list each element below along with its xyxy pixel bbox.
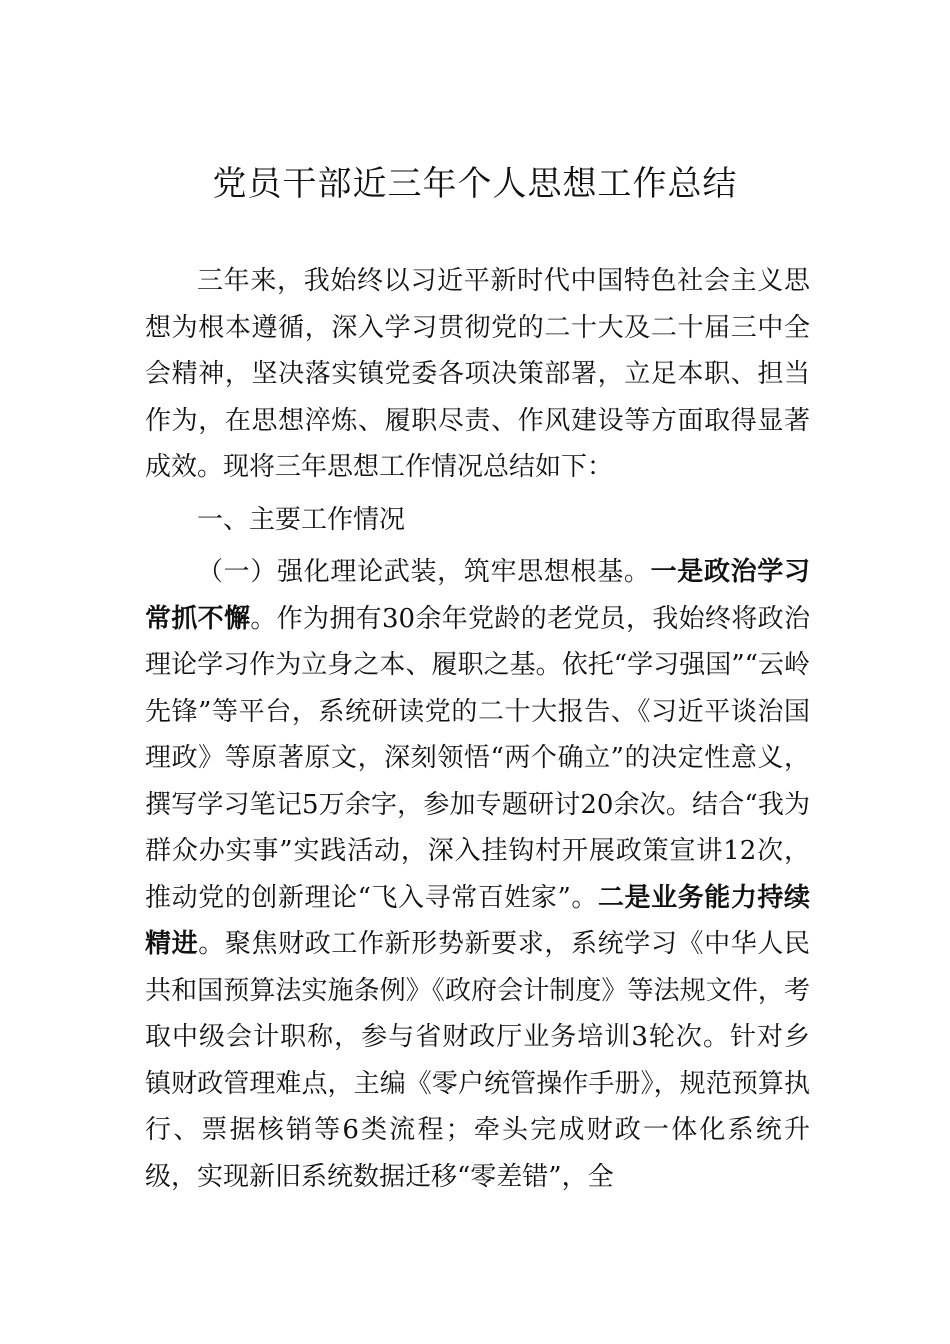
intro-paragraph: 三年来，我始终以习近平新时代中国特色社会主义思想为根本遵循，深入学习贯彻党的二十大及二十届三中全会精神，坚决落实镇党委各项决策部署，立足本职、担当作为，在思想淬炼、履职尽责、作风建设等方面取得显著成效。现将三年思想工作情况总结如下： bbox=[145, 266, 810, 482]
document-body bbox=[145, 258, 810, 1200]
subsection-lead: （一）强化理论武装，筑牢思想根基。 bbox=[197, 557, 651, 587]
document-title: 党员干部近三年个人思想工作总结 bbox=[212, 163, 738, 204]
subsection-paragraph-1 bbox=[145, 549, 810, 1200]
point-2-text: 。聚焦财政工作新形势新要求，系统学习《中华人民共和国预算法实施条例》《政府会计制度》等法规文件，考取中级会计职称，参与省财政厅业务培训3轮次。针对乡镇财政管理难点，主编《零户统管操作手册》，规范预算执行、票据核销等6类流程；牵头完成财政一体化系统升级，实现新旧系统数据迁移“零差错”，全 bbox=[145, 929, 810, 1192]
point-2-heading: 二是业务能力持续精进 bbox=[145, 882, 810, 959]
point-1-heading: 一是政治学习常抓不懈 bbox=[145, 557, 810, 634]
point-1-text: 。作为拥有30余年党龄的老党员，我始终将政治理论学习作为立身之本、履职之基。依托“学习强国”“云岭先锋”等平台，系统研读党的二十大报告、《习近平谈治国理政》等原著原文，深刻领悟“两个确立”的决定性意义，撰写学习笔记5万余字，参加专题研讨20余次。结合“我为群众办实事”实践活动，深入挂钩村开展政策宣讲12次，推动党的创新理论“飞入寻常百姓家”。 bbox=[145, 603, 810, 913]
section-heading-1: 一、主要工作情况 bbox=[197, 504, 406, 535]
